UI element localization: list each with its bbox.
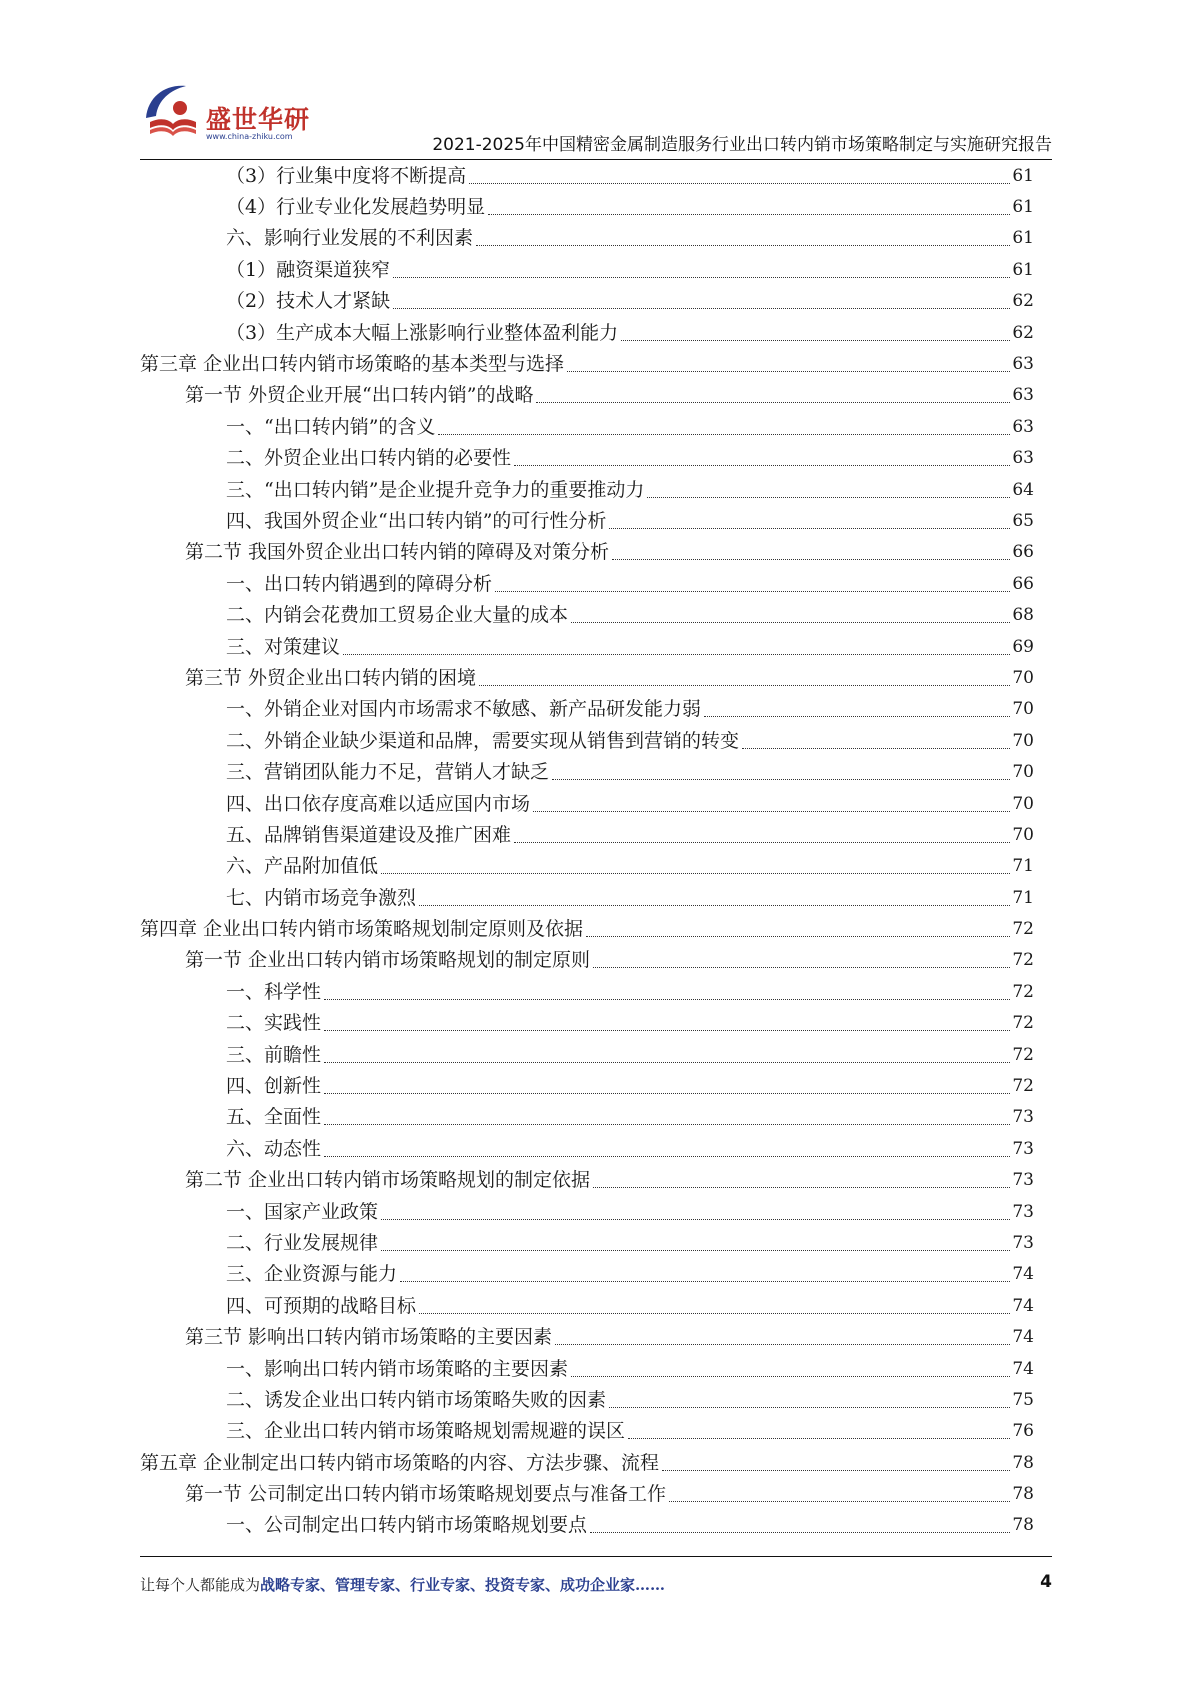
page-header xyxy=(140,78,1052,162)
toc-entry-title: 三、企业出口转内销市场策略规划需规避的误区 xyxy=(140,1419,628,1443)
toc-entry[interactable] xyxy=(140,254,1034,285)
toc-entry[interactable] xyxy=(140,1165,1034,1196)
toc-entry-title: 三、企业资源与能力 xyxy=(140,1262,400,1286)
toc-entry-title: 四、可预期的战略目标 xyxy=(140,1294,419,1318)
toc-entry-title: 一、“出口转内销”的含义 xyxy=(140,415,438,439)
toc-entry[interactable] xyxy=(140,1416,1034,1447)
toc-entry-title: （3）行业集中度将不断提高 xyxy=(140,164,469,188)
toc-entry-page: 78 xyxy=(1012,1515,1034,1536)
toc-entry[interactable] xyxy=(140,474,1034,505)
toc-dot-leader xyxy=(476,244,1010,246)
toc-dot-leader xyxy=(571,621,1010,623)
toc-dot-leader xyxy=(324,1155,1010,1157)
toc-dot-leader xyxy=(324,1092,1010,1094)
toc-entry-title: 四、我国外贸企业“出口转内销”的可行性分析 xyxy=(140,509,609,533)
toc-entry[interactable] xyxy=(140,1353,1034,1384)
toc-dot-leader xyxy=(514,841,1010,843)
toc-entry[interactable] xyxy=(140,756,1034,787)
toc-entry-page: 72 xyxy=(1012,1076,1034,1097)
toc-dot-leader xyxy=(612,558,1010,560)
toc-entry-title: （3）生产成本大幅上涨影响行业整体盈利能力 xyxy=(140,321,621,345)
toc-entry[interactable] xyxy=(140,819,1034,850)
toc-entry-page: 70 xyxy=(1012,824,1034,845)
toc-entry-page: 74 xyxy=(1012,1264,1034,1285)
toc-dot-leader xyxy=(469,182,1010,184)
toc-entry[interactable] xyxy=(140,1290,1034,1321)
toc-entry-title: 三、前瞻性 xyxy=(140,1043,324,1067)
toc-dot-leader xyxy=(495,590,1010,592)
toc-entry[interactable] xyxy=(140,443,1034,474)
toc-entry-title: 第四章 企业出口转内销市场策略规划制定原则及依据 xyxy=(140,917,586,941)
toc-entry[interactable] xyxy=(140,1259,1034,1290)
toc-entry[interactable] xyxy=(140,631,1034,662)
toc-dot-leader xyxy=(593,1186,1010,1188)
toc-dot-leader xyxy=(419,904,1010,906)
toc-entry-page: 72 xyxy=(1012,950,1034,971)
toc-dot-leader xyxy=(488,213,1010,215)
toc-entry-page: 71 xyxy=(1012,856,1034,877)
toc-entry[interactable] xyxy=(140,1133,1034,1164)
toc-entry[interactable] xyxy=(140,348,1034,379)
toc-dot-leader xyxy=(381,1218,1010,1220)
toc-entry-page: 61 xyxy=(1012,259,1034,280)
table-of-contents xyxy=(140,160,1034,1541)
toc-entry[interactable] xyxy=(140,945,1034,976)
toc-entry-page: 72 xyxy=(1012,1044,1034,1065)
toc-entry-title: 七、内销市场竞争激烈 xyxy=(140,886,419,910)
toc-dot-leader xyxy=(621,339,1010,341)
toc-entry-title: 二、行业发展规律 xyxy=(140,1231,381,1255)
toc-entry-page: 73 xyxy=(1012,1107,1034,1128)
toc-entry-page: 61 xyxy=(1012,228,1034,249)
toc-entry[interactable] xyxy=(140,1321,1034,1352)
toc-entry-page: 62 xyxy=(1012,291,1034,312)
toc-entry-page: 63 xyxy=(1012,416,1034,437)
toc-entry[interactable] xyxy=(140,1070,1034,1101)
toc-entry-page: 70 xyxy=(1012,667,1034,688)
toc-entry-page: 73 xyxy=(1012,1232,1034,1253)
toc-entry-title: 一、科学性 xyxy=(140,980,324,1004)
toc-dot-leader xyxy=(324,1029,1010,1031)
toc-entry-page: 65 xyxy=(1012,510,1034,531)
toc-entry-title: 一、外销企业对国内市场需求不敏感、新产品研发能力弱 xyxy=(140,697,704,721)
toc-entry-page: 69 xyxy=(1012,636,1034,657)
toc-dot-leader xyxy=(393,276,1010,278)
toc-dot-leader xyxy=(647,496,1010,498)
toc-dot-leader xyxy=(552,778,1010,780)
logo-name: 盛世华研 xyxy=(206,105,311,134)
toc-entry-title: 第一节 公司制定出口转内销市场策略规划要点与准备工作 xyxy=(140,1482,669,1506)
toc-entry-title: 第一节 外贸企业开展“出口转内销”的战略 xyxy=(140,383,536,407)
toc-entry[interactable] xyxy=(140,380,1034,411)
toc-entry[interactable] xyxy=(140,411,1034,442)
toc-entry[interactable] xyxy=(140,694,1034,725)
toc-dot-leader xyxy=(324,1061,1010,1063)
toc-entry-page: 70 xyxy=(1012,793,1034,814)
toc-entry-title: 第一节 企业出口转内销市场策略规划的制定原则 xyxy=(140,948,593,972)
toc-entry-title: 三、对策建议 xyxy=(140,635,343,659)
toc-dot-leader xyxy=(590,1531,1010,1533)
toc-entry[interactable] xyxy=(140,788,1034,819)
toc-entry-title: 五、全面性 xyxy=(140,1105,324,1129)
toc-entry-title: 四、创新性 xyxy=(140,1074,324,1098)
toc-entry-page: 72 xyxy=(1012,981,1034,1002)
toc-entry[interactable] xyxy=(140,1102,1034,1133)
toc-entry[interactable] xyxy=(140,599,1034,630)
toc-entry-title: 第三章 企业出口转内销市场策略的基本类型与选择 xyxy=(140,352,567,376)
toc-dot-leader xyxy=(343,653,1010,655)
toc-entry-page: 62 xyxy=(1012,322,1034,343)
toc-entry[interactable] xyxy=(140,317,1034,348)
toc-dot-leader xyxy=(586,935,1010,937)
toc-entry[interactable] xyxy=(140,1008,1034,1039)
toc-entry[interactable] xyxy=(140,1227,1034,1258)
toc-entry-title: （4）行业专业化发展趋势明显 xyxy=(140,195,488,219)
toc-entry-title: 二、实践性 xyxy=(140,1011,324,1035)
toc-entry[interactable] xyxy=(140,851,1034,882)
toc-dot-leader xyxy=(742,747,1010,749)
toc-entry-title: 第二节 我国外贸企业出口转内销的障碍及对策分析 xyxy=(140,540,612,564)
toc-entry-title: 一、影响出口转内销市场策略的主要因素 xyxy=(140,1357,571,1381)
toc-dot-leader xyxy=(381,1249,1010,1251)
toc-entry[interactable] xyxy=(140,1510,1034,1541)
toc-dot-leader xyxy=(609,527,1010,529)
toc-entry-page: 70 xyxy=(1012,699,1034,720)
toc-dot-leader xyxy=(400,1280,1010,1282)
toc-entry[interactable] xyxy=(140,725,1034,756)
toc-entry-title: 五、品牌销售渠道建设及推广困难 xyxy=(140,823,514,847)
toc-dot-leader xyxy=(419,1312,1010,1314)
toc-entry-page: 63 xyxy=(1012,354,1034,375)
toc-entry-title: 六、产品附加值低 xyxy=(140,854,381,878)
toc-dot-leader xyxy=(593,966,1010,968)
toc-dot-leader xyxy=(393,307,1010,309)
toc-entry-title: 二、内销会花费加工贸易企业大量的成本 xyxy=(140,603,571,627)
toc-entry-title: 第三节 影响出口转内销市场策略的主要因素 xyxy=(140,1325,555,1349)
book-swoosh-icon xyxy=(140,78,206,144)
toc-entry-page: 76 xyxy=(1012,1421,1034,1442)
slogan-accent: 战略专家、管理专家、行业专家、投资专家、成功企业家…… xyxy=(260,1576,666,1594)
toc-dot-leader xyxy=(669,1500,1010,1502)
toc-entry[interactable] xyxy=(140,160,1034,191)
toc-entry-title: （1）融资渠道狭窄 xyxy=(140,258,393,282)
toc-entry-page: 78 xyxy=(1012,1484,1034,1505)
toc-dot-leader xyxy=(324,998,1010,1000)
toc-dot-leader xyxy=(571,1375,1010,1377)
toc-entry-title: 六、影响行业发展的不利因素 xyxy=(140,226,476,250)
toc-entry[interactable] xyxy=(140,1384,1034,1415)
toc-dot-leader xyxy=(609,1406,1010,1408)
toc-entry[interactable] xyxy=(140,882,1034,913)
toc-entry[interactable] xyxy=(140,505,1034,536)
toc-entry-page: 66 xyxy=(1012,573,1034,594)
toc-dot-leader xyxy=(555,1343,1010,1345)
toc-entry-title: 一、出口转内销遇到的障碍分析 xyxy=(140,572,495,596)
toc-entry-title: 三、“出口转内销”是企业提升竞争力的重要推动力 xyxy=(140,478,647,502)
toc-entry-title: 二、诱发企业出口转内销市场策略失败的因素 xyxy=(140,1388,609,1412)
toc-entry-title: 四、出口依存度高难以适应国内市场 xyxy=(140,792,533,816)
toc-dot-leader xyxy=(324,1123,1010,1125)
toc-dot-leader xyxy=(704,715,1010,717)
toc-dot-leader xyxy=(533,810,1010,812)
toc-entry-title: 二、外销企业缺少渠道和品牌，需要实现从销售到营销的转变 xyxy=(140,729,742,753)
toc-entry-page: 66 xyxy=(1012,542,1034,563)
toc-entry-title: 第三节 外贸企业出口转内销的困境 xyxy=(140,666,479,690)
toc-entry-page: 74 xyxy=(1012,1295,1034,1316)
toc-entry[interactable] xyxy=(140,286,1034,317)
toc-entry[interactable] xyxy=(140,913,1034,944)
slogan-prefix: 让每个人都能成为 xyxy=(140,1576,261,1594)
toc-entry-page: 72 xyxy=(1012,919,1034,940)
toc-entry[interactable] xyxy=(140,1039,1034,1070)
toc-entry-page: 68 xyxy=(1012,605,1034,626)
toc-entry-page: 74 xyxy=(1012,1358,1034,1379)
toc-entry-page: 78 xyxy=(1012,1452,1034,1473)
toc-entry[interactable] xyxy=(140,191,1034,222)
toc-entry-page: 73 xyxy=(1012,1138,1034,1159)
toc-entry-title: 一、国家产业政策 xyxy=(140,1200,381,1224)
toc-entry-page: 75 xyxy=(1012,1389,1034,1410)
footer-slogan xyxy=(140,1574,665,1595)
logo-url: www.china-zhiku.com xyxy=(206,132,293,141)
toc-dot-leader xyxy=(567,370,1010,372)
page-number: 4 xyxy=(1040,1572,1052,1592)
toc-entry-page: 72 xyxy=(1012,1013,1034,1034)
toc-entry-title: 三、营销团队能力不足，营销人才缺乏 xyxy=(140,760,552,784)
toc-entry[interactable] xyxy=(140,662,1034,693)
toc-entry-page: 73 xyxy=(1012,1201,1034,1222)
toc-entry-page: 63 xyxy=(1012,448,1034,469)
company-logo xyxy=(140,78,310,148)
toc-entry[interactable] xyxy=(140,537,1034,568)
toc-dot-leader xyxy=(514,464,1010,466)
toc-dot-leader xyxy=(536,401,1010,403)
toc-entry-title: 第二节 企业出口转内销市场策略规划的制定依据 xyxy=(140,1168,593,1192)
toc-entry[interactable] xyxy=(140,568,1034,599)
toc-entry-page: 61 xyxy=(1012,197,1034,218)
toc-entry[interactable] xyxy=(140,1447,1034,1478)
toc-entry-page: 74 xyxy=(1012,1327,1034,1348)
toc-entry-page: 70 xyxy=(1012,762,1034,783)
toc-entry-title: 六、动态性 xyxy=(140,1137,324,1161)
toc-entry[interactable] xyxy=(140,976,1034,1007)
toc-dot-leader xyxy=(479,684,1010,686)
toc-entry-title: 一、公司制定出口转内销市场策略规划要点 xyxy=(140,1513,590,1537)
toc-entry-title: （2）技术人才紧缺 xyxy=(140,289,393,313)
toc-entry[interactable] xyxy=(140,1478,1034,1509)
footer-divider xyxy=(140,1556,1052,1557)
toc-entry-title: 第五章 企业制定出口转内销市场策略的内容、方法步骤、流程 xyxy=(140,1451,662,1475)
toc-dot-leader xyxy=(381,872,1010,874)
toc-entry-page: 61 xyxy=(1012,165,1034,186)
toc-entry[interactable] xyxy=(140,223,1034,254)
toc-entry-page: 63 xyxy=(1012,385,1034,406)
toc-dot-leader xyxy=(438,433,1010,435)
toc-dot-leader xyxy=(662,1469,1010,1471)
toc-entry-page: 64 xyxy=(1012,479,1034,500)
toc-entry-page: 70 xyxy=(1012,730,1034,751)
report-title: 2021-2025年中国精密金属制造服务行业出口转内销市场策略制定与实施研究报告 xyxy=(432,135,1052,155)
toc-entry-page: 73 xyxy=(1012,1170,1034,1191)
toc-entry-page: 71 xyxy=(1012,887,1034,908)
toc-entry[interactable] xyxy=(140,1196,1034,1227)
toc-entry-title: 二、外贸企业出口转内销的必要性 xyxy=(140,446,514,470)
toc-dot-leader xyxy=(628,1437,1010,1439)
